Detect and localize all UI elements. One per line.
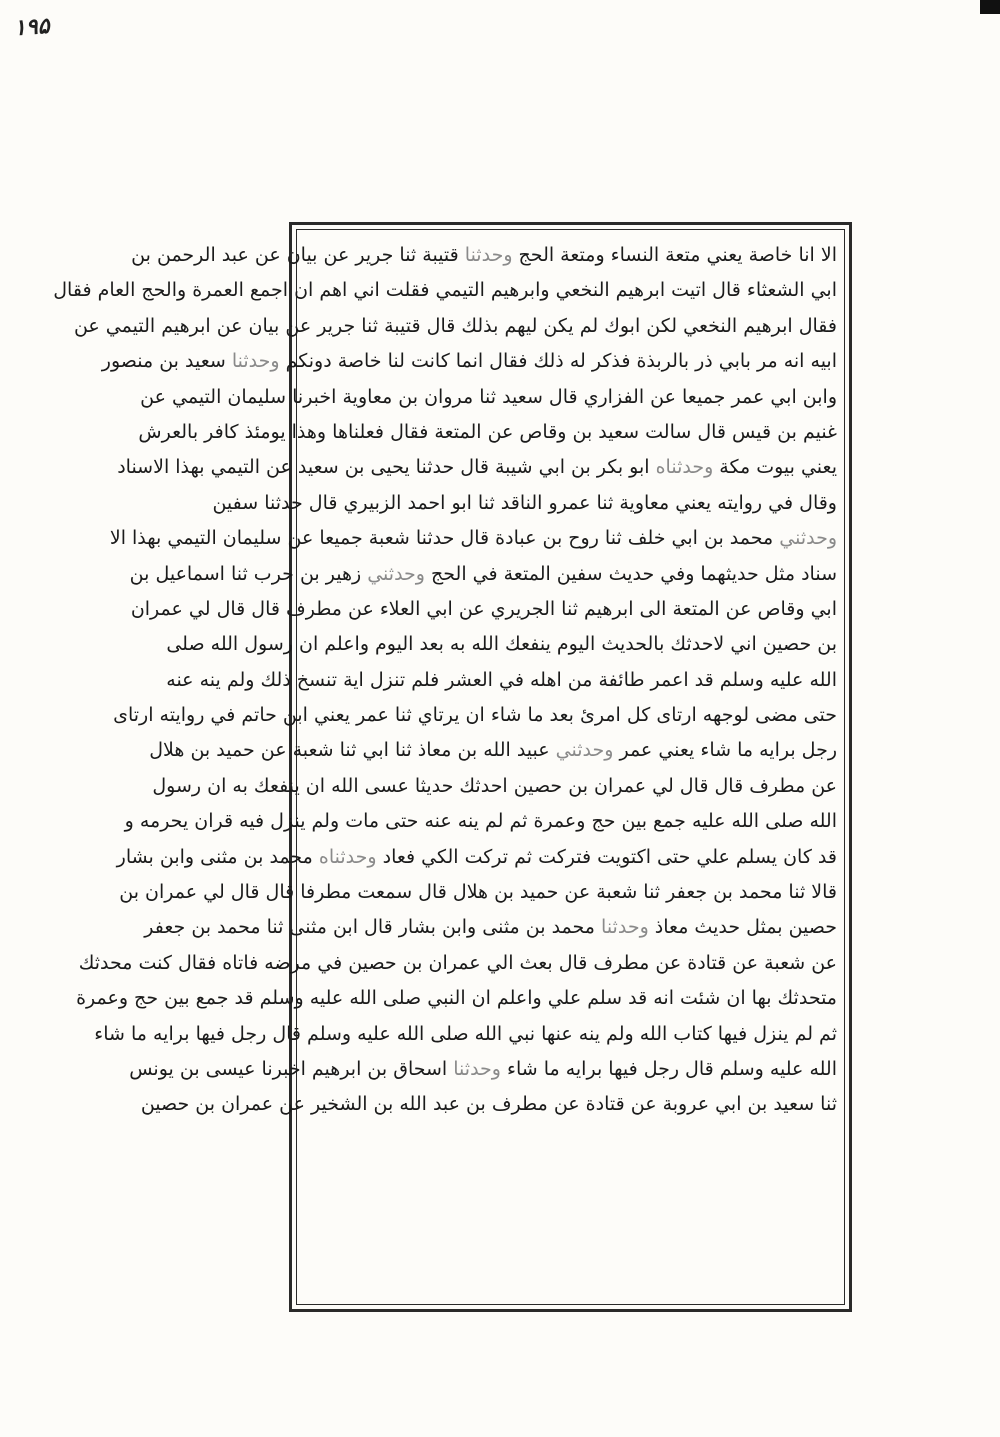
text-line: حتى مضى لوجهه ارتاى كل امرئ بعد ما شاء ان يرتاي ثنا عمر يعني ابن حاتم في روايته ارتاى xyxy=(113,704,837,727)
rubric-word: وحدثنا xyxy=(458,244,513,266)
text-line: وحدثني محمد بن ابي خلف ثنا روح بن عبادة قال حدثنا شعبة جميعا عن سليمان التيمي بهذا الا xyxy=(109,527,837,550)
text-line: فقال ابرهيم النخعي لكن ابوك لم يكن ليهم بذلك قال قتيبة ثنا جرير عن بيان عن ابرهيم التيمي عن xyxy=(73,314,837,337)
rubric-word: وحدثني xyxy=(361,562,425,585)
text-line: الله صلى الله عليه جمع بين حج وعمرة ثم لم ينه عنه حتى مات ولم ينزل فيه قران يحرمه و xyxy=(124,810,837,833)
rubric-word: وحدثنا xyxy=(447,1057,501,1080)
rubric-word: وحدثنا xyxy=(595,916,649,939)
rubric-word: وحدثنا xyxy=(225,350,280,373)
text-line: ثم لم ينزل فيها كتاب الله ولم ينه عنها نبي الله صلى الله عليه وسلم قال رجل فيها برايه ما شاء xyxy=(94,1022,837,1045)
text-line: قالا ثنا محمد بن جعفر ثنا شعبة عن حميد بن هلال قال سمعت مطرفا قال قال لي عمران بن xyxy=(119,881,837,904)
text-line: عن مطرف قال قال لي عمران بن حصين احدثك حديثا عسى الله ان ينفعك به ان رسول xyxy=(152,774,837,797)
text-line: متحدثك بها ان شئت انه قد سلم علي واعلم ان النبي صلى الله عليه وسلم قد جمع بين حج وعمرة xyxy=(76,987,837,1010)
folio-number: ۱۹۵ xyxy=(13,12,51,42)
text-line: ابي وقاص عن المتعة الى ابرهيم ثنا الجريري عن ابي العلاء عن مطرف قال قال لي عمران xyxy=(130,597,837,620)
text-line: غنيم بن قيس قال سالت سعيد بن وقاص عن المتعة فقال فعلناها وهذا يومئذ كافر بالعرش xyxy=(138,420,837,443)
text-line: بن حصين اني لاحدثك بالحديث اليوم ينفعك الله به بعد اليوم واعلم ان رسول الله صلى xyxy=(166,633,837,656)
text-line: يعني بيوت مكة وحدثناه ابو بكر بن ابي شيبة قال حدثنا يحيى بن سعيد عن التيمي بهذا الاسناد xyxy=(117,456,837,479)
text-line: ثنا سعيد بن ابي عروبة عن قتادة عن مطرف بن عبد الله بن الشخير عن عمران بن حصين xyxy=(140,1093,837,1116)
text-line: وقال في روايته يعني معاوية ثنا عمرو الناقد ثنا ابو احمد الزبيري قال حدثنا سفين xyxy=(212,491,837,514)
text-line: عن شعبة عن قتادة عن مطرف قال بعث الي عمران بن حصين في مرضه فاتاه فقال كنت محدثك xyxy=(78,951,837,974)
text-line: وابن ابي عمر جميعا عن الفزاري قال سعيد ثنا مروان بن معاوية اخبرنا سليمان التيمي عن xyxy=(140,385,837,408)
text-line: الا انا خاصة يعني متعة النساء ومتعة الحج وحدثنا قتيبة ثنا جرير عن بيان عن عبد الرحمن بن xyxy=(131,244,837,266)
text-block xyxy=(53,238,841,1302)
rubric-word: وحدثني xyxy=(549,739,614,762)
text-line: رجل برايه ما شاء يعني عمر وحدثني عبيد الله بن معاذ ثنا ابي ثنا شعبة عن حميد بن هلال xyxy=(149,739,837,762)
text-line: ابيه انه مر بابي ذر بالربذة فذكر له ذلك فقال انما كانت لنا خاصة دونكم وحدثنا سعيد بن منصور xyxy=(101,350,837,373)
rubric-word: وحدثناه xyxy=(312,845,377,868)
text-line: ابي الشعثاء قال اتيت ابرهيم النخعي وابرهيم التيمي فقلت اني اهم ان اجمع العمرة والحج العام فقال xyxy=(53,279,837,302)
rubric-word: وحدثناه xyxy=(649,456,714,479)
corner-mark xyxy=(980,0,1000,14)
text-line: سناد مثل حديثهما وفي حديث سفين المتعة في الحج وحدثني زهير بن حرب ثنا اسماعيل بن xyxy=(129,562,837,585)
rubric-word: وحدثني xyxy=(773,527,837,550)
text-line: الله عليه وسلم قد اعمر طائفة من اهله في العشر فلم تنزل اية تنسخ ذلك ولم ينه عنه xyxy=(166,668,837,691)
text-line: الله عليه وسلم قال رجل فيها برايه ما شاء وحدثنا اسحاق بن ابرهيم اخبرنا عيسى بن يونس xyxy=(129,1057,837,1080)
text-line: حصين بمثل حديث معاذ وحدثنا محمد بن مثنى وابن بشار قال ابن مثنى ثنا محمد بن جعفر xyxy=(144,916,837,939)
text-line: قد كان يسلم علي حتى اكتويت فتركت ثم تركت الكي فعاد وحدثناه محمد بن مثنى وابن بشار xyxy=(116,845,837,868)
